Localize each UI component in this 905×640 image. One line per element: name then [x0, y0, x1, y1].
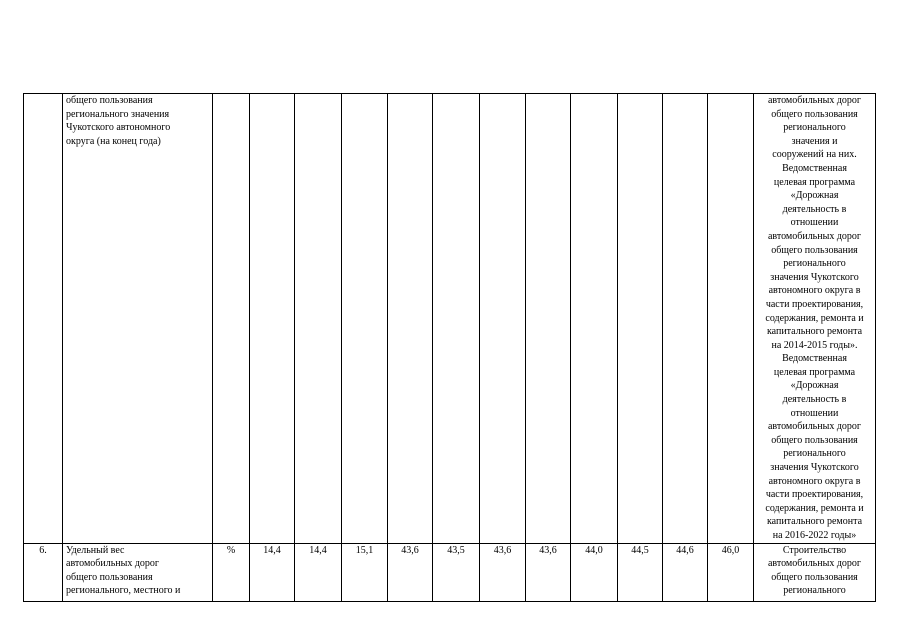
row-number-cell	[24, 94, 63, 544]
value-cell	[433, 94, 480, 544]
value-cell	[480, 94, 526, 544]
value-cell	[342, 94, 388, 544]
indicator-name-cell: общего пользования регионального значения Чукотского автономного округа (на конец года)	[63, 94, 213, 544]
table-row-6	[24, 543, 876, 601]
value-cell	[388, 94, 433, 544]
programs-cell: автомобильных дорог общего пользования регионального значения и сооружений на них. Ведомственная целевая программа «Дорожная деятельность в отношении автомобильных дорог общего пользования регионального значения Чукотского автономного округа в части проектирования, содержания, ремонта и капитального ремонта на 2014-2015 годы». Ведомственная целевая программа «Дорожная деятельность в отношении автомобильных дорог общего пользования регионального значения Чукотского автономного округа в части проектирования, содержания, ремонта и капитального ремонта на 2016-2022 годы»	[754, 94, 876, 544]
value-cell: 43,5	[433, 543, 480, 601]
value-cell: 44,6	[663, 543, 708, 601]
value-cell: 46,0	[708, 543, 754, 601]
indicators-table	[23, 93, 876, 602]
value-cell: 44,0	[571, 543, 618, 601]
programs-cell: Строительство автомобильных дорог общего пользования регионального	[754, 543, 876, 601]
value-cell: 43,6	[388, 543, 433, 601]
value-cell: 43,6	[526, 543, 571, 601]
value-cell	[295, 94, 342, 544]
unit-cell: %	[213, 543, 250, 601]
value-cell	[250, 94, 295, 544]
row-number-cell: 6.	[24, 543, 63, 601]
value-cell: 14,4	[250, 543, 295, 601]
value-cell	[708, 94, 754, 544]
table-row-continued	[24, 94, 876, 544]
unit-cell	[213, 94, 250, 544]
value-cell: 15,1	[342, 543, 388, 601]
value-cell	[618, 94, 663, 544]
value-cell	[571, 94, 618, 544]
value-cell	[663, 94, 708, 544]
value-cell: 43,6	[480, 543, 526, 601]
value-cell	[526, 94, 571, 544]
indicator-name-cell: Удельный вес автомобильных дорог общего пользования регионального, местного и	[63, 543, 213, 601]
value-cell: 44,5	[618, 543, 663, 601]
value-cell: 14,4	[295, 543, 342, 601]
